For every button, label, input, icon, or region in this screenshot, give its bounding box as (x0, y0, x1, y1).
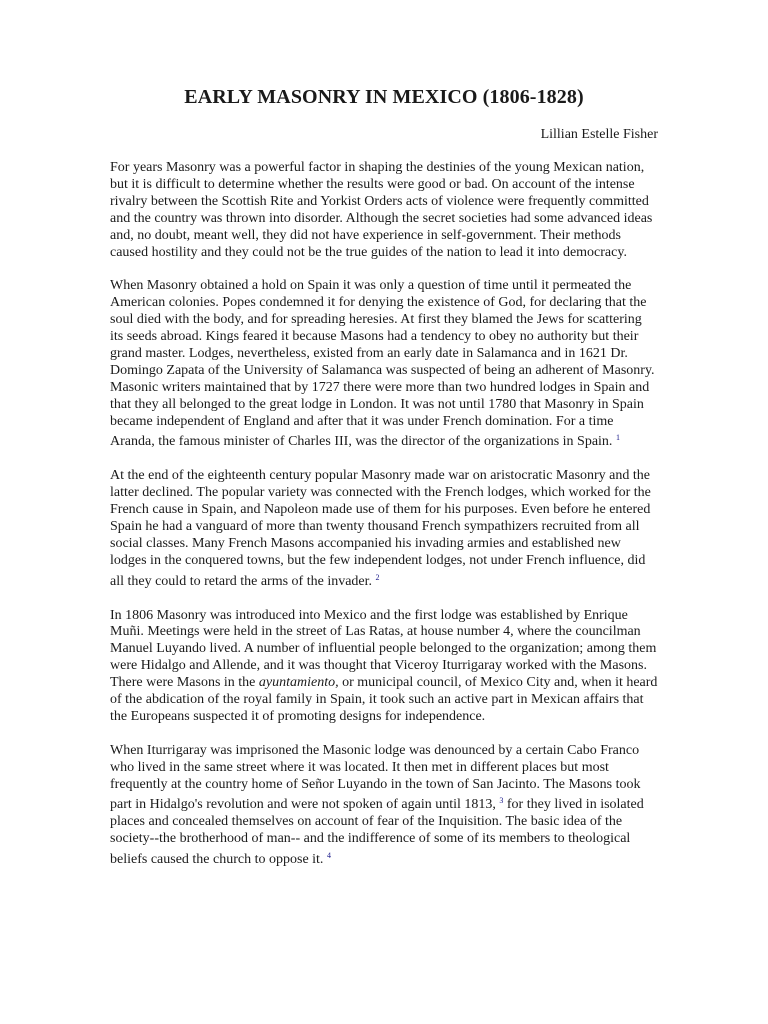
footnote-ref-1[interactable]: 1 (615, 433, 620, 443)
paragraph-text: In 1806 Masonry was introduced into Mexico and the first lodge was established by Enrique Muñi. Meetings were held in the street of Las Ratas, at house number 4, where the councilman Manuel Luyando lived. A number of influential people belonged to the organization; among them were Hidalgo and Allende, and it was thought that Viceroy Iturrigaray worked with the Masons. There were Masons in the (110, 607, 657, 691)
paragraph-3 (110, 468, 658, 590)
paragraph-4 (110, 608, 658, 726)
paragraph-text: At the end of the eighteenth century popular Masonry made war on aristocratic Masonry and the latter declined. The popular variety was connected with the French lodges, which worked for the French cause in Spain, and Napoleon made use of them for his purposes. Even before he entered Spain he had a vanguard of more than twenty thousand French sympathizers recruited from all social classes. Many French Masons accompanied his invading armies and established new lodges in the conquered towns, but the few independent lodges, not under French influence, did all they could to retard the arms of the invader. (110, 468, 651, 589)
footnote-ref-2[interactable]: 2 (375, 572, 380, 582)
paragraph-text: or municipal council, of Mexico City and, when it heard of the abdication of the royal family in Spain, it took such an active part in Mexican affairs that the Europeans suspected it of promoting designs for independence. (110, 675, 658, 724)
footnote-ref-4[interactable]: 4 (326, 851, 331, 861)
document-body (110, 160, 658, 886)
paragraph-text: When Iturrigaray was imprisoned the Masonic lodge was denounced by a certain Cabo Franco who lived in the same street where it was located. It then met in different places but most frequently at the country home of Señor Luyando in the town of San Jacinto. The Masons took part in Hidalgo's revolution and were not spoken of again until 1813, (110, 742, 641, 813)
paragraph-text: For years Masonry was a powerful factor in shaping the destinies of the young Mexican nation, but it is difficult to determine whether the results were good or bad. On account of the intense rivalry between the Scottish Rite and Yorkist Orders acts of violence were frequently committed and the country was thrown into disorder. Although the secret societies had some advanced ideas and, no doubt, meant well, they did not have experience in self-government. Their methods caused hostility and they could not be the true guides of the nation to lead it into democracy. (110, 160, 653, 260)
paragraph-text: for they lived in isolated places and concealed themselves on account of fear of the Inquisition. The basic idea of the society--the brotherhood of man-- and the indifference of some of its members to theological beliefs caused the church to oppose it. (110, 797, 644, 868)
paragraph-5 (110, 743, 658, 869)
document-title: EARLY MASONRY IN MEXICO (1806-1828) (184, 86, 584, 108)
paragraph-1 (110, 160, 658, 261)
author-name: Lillian Estelle Fisher (540, 127, 658, 142)
paragraph-text: When Masonry obtained a hold on Spain it was only a question of time until it permeated the American colonies. Popes condemned it for denying the existence of God, for declaring that the soul died with the body, and for spreading heresies. At first they blamed the Jews for scattering its seeds abroad. Kings feared it because Masons had a tendency to obey no authority but their grand master. Lodges, nevertheless, existed from an early date in Salamanca and in 1621 Dr. Domingo Zapata of the University of Salamanca was suspected of being an adherent of Masonry. Masonic writers maintained that by 1727 there were more than two hundred lodges in Spain and that they all belonged to the great lodge in London. It was not until 1780 that Masonry in Spain became independent of England and after that it was under French domination. For a time Aranda, the famous minister of Charles III, was the director of the organizations in Spain. (110, 278, 655, 450)
italic-term: ayuntamiento, (258, 675, 339, 691)
paragraph-2 (110, 278, 658, 451)
footnote-ref-3[interactable]: 3 (499, 796, 504, 806)
